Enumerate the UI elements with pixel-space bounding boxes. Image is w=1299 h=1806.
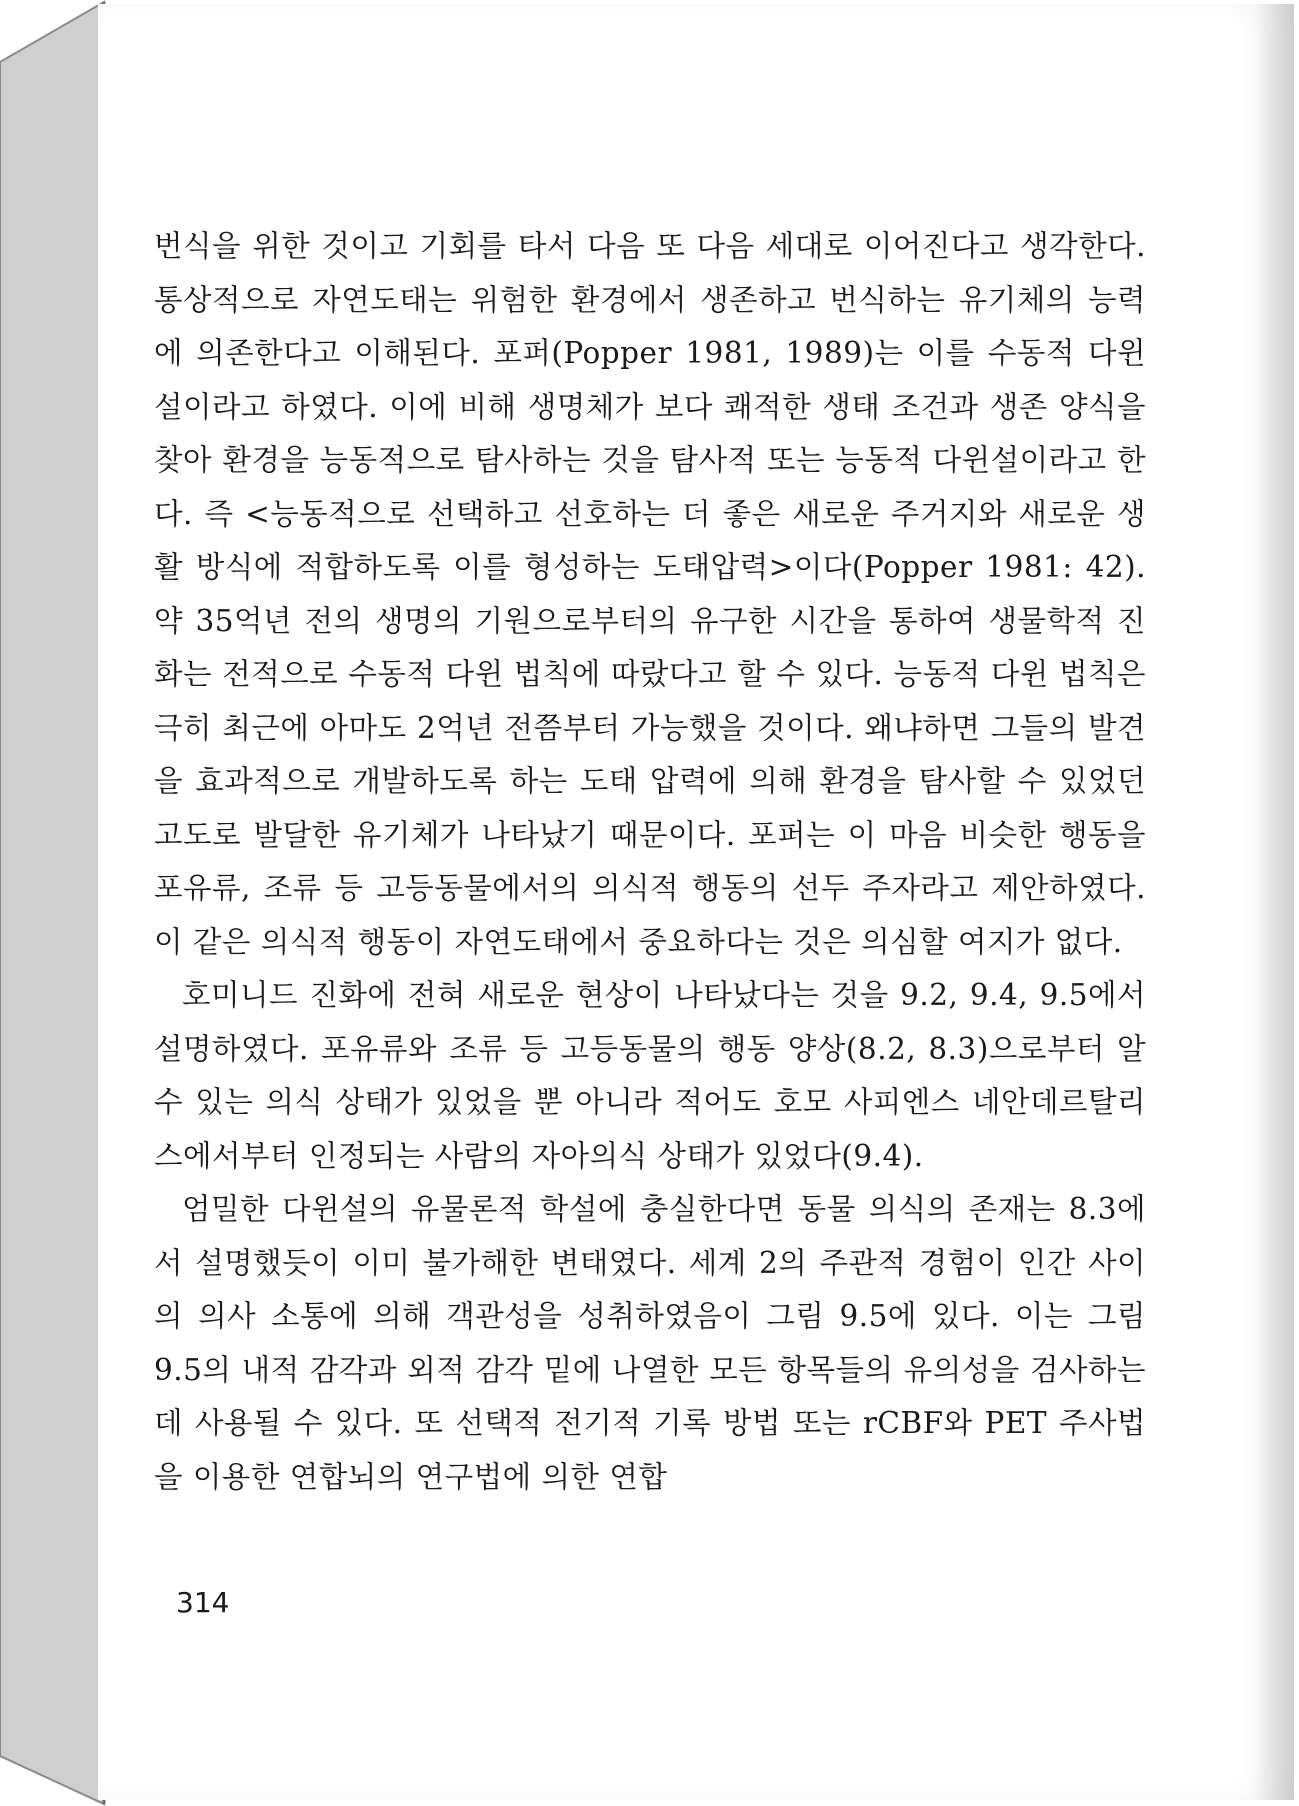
paragraph-2: 호미니드 진화에 전혀 새로운 현상이 나타났다는 것을 9.2, 9.4, 9.5에서 설명하였다. 포유류와 조류 등 고등동물의 행동 양상(8.2, 8.3)으로부터 알 수 있는 의식 상태가 있었을 뿐 아니라 적어도 호모 사피엔스 네안데르탈리스에서부터 인정되는 사람의 자아의식 상태가 있었다(9.4).	[154, 978, 1146, 1173]
page-edge-shadow	[1254, 4, 1294, 1800]
page-body-text	[154, 220, 1146, 1504]
page-number: 314	[176, 1586, 230, 1619]
book-spine	[0, 0, 110, 1806]
paragraph-3: 엄밀한 다윈설의 유물론적 학설에 충실한다면 동물 의식의 존재는 8.3에서 설명했듯이 이미 불가해한 변태였다. 세계 2의 주관적 경험이 인간 사이의 의사 소통에 의해 객관성을 성취하였음이 그림 9.5에 있다. 이는 그림 9.5의 내적 감각과 외적 감각 밑에 나열한 모든 항목들의 유의성을 검사하는 데 사용될 수 있다. 또 선택적 전기적 기록 방법 또는 rCBF와 PET 주사법을 이용한 연합뇌의 연구법에 의한 연합	[154, 1192, 1146, 1494]
paragraph-1: 번식을 위한 것이고 기회를 타서 다음 또 다음 세대로 이어진다고 생각한다. 통상적으로 자연도태는 위험한 환경에서 생존하고 번식하는 유기체의 능력에 의존한다고 이해된다. 포퍼(Popper 1981, 1989)는 이를 수동적 다윈설이라고 하였다. 이에 비해 생명체가 보다 쾌적한 생태 조건과 생존 양식을 찾아 환경을 능동적으로 탐사하는 것을 탐사적 또는 능동적 다윈설이라고 한다. 즉 <능동적으로 선택하고 선호하는 더 좋은 새로운 주거지와 새로운 생활 방식에 적합하도록 이를 형성하는 도태압력>이다(Popper 1981: 42). 약 35억년 전의 생명의 기원으로부터의 유구한 시간을 통하여 생물학적 진화는 전적으로 수동적 다윈 법칙에 따랐다고 할 수 있다. 능동적 다윈 법칙은 극히 최근에 아마도 2억년 전쯤부터 가능했을 것이다. 왜냐하면 그들의 발견을 효과적으로 개발하도록 하는 도태 압력에 의해 환경을 탐사할 수 있었던 고도로 발달한 유기체가 나타났기 때문이다. 포퍼는 이 마음 비슷한 행동을 포유류, 조류 등 고등동물에서의 의식적 행동의 선두 주자라고 제안하였다. 이 같은 의식적 행동이 자연도태에서 중요하다는 것은 의심할 여지가 없다.	[154, 229, 1146, 959]
